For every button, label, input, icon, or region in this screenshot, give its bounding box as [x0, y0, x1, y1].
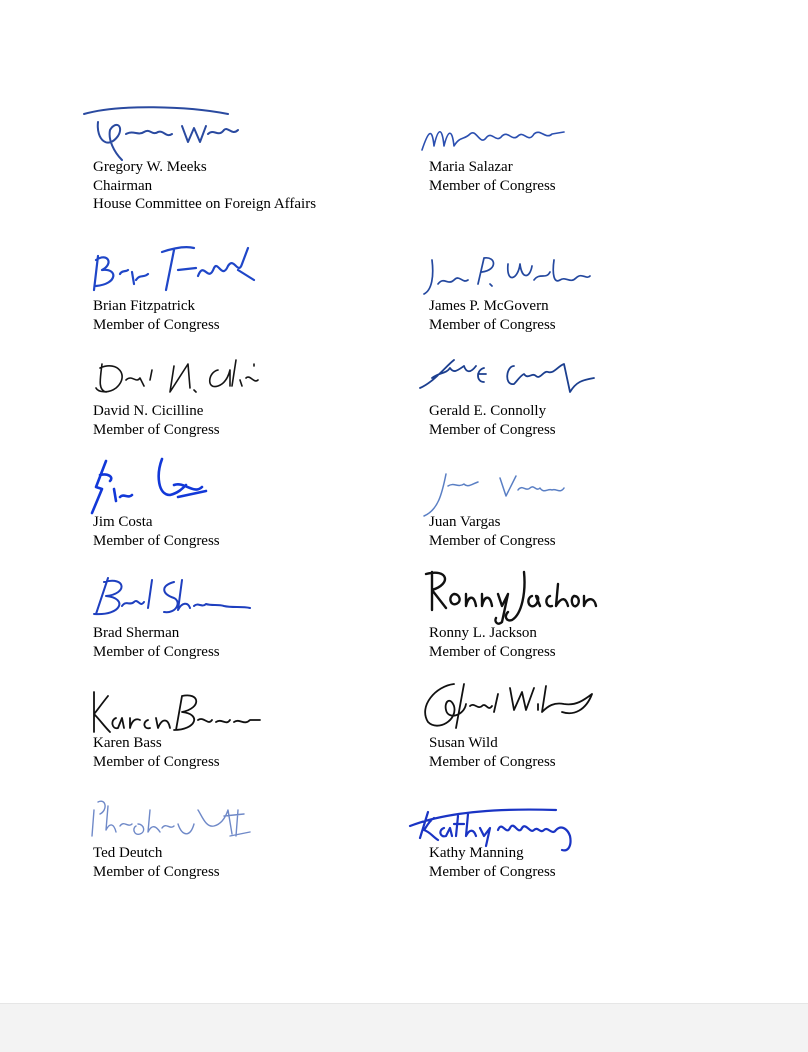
signature-image: [78, 796, 258, 848]
signatory-name: Susan Wild: [429, 735, 498, 751]
signatory-title: Member of Congress: [93, 532, 220, 549]
signatory-name: Juan Vargas: [429, 514, 501, 530]
signatory-name: Ted Deutch: [93, 845, 163, 861]
signatory-title: Member of Congress: [429, 643, 556, 660]
signatory-name: Brad Sherman: [93, 625, 180, 641]
signatory-name: Maria Salazar: [429, 159, 513, 175]
signatory-title: Member of Congress: [429, 753, 556, 770]
signatory-name: Jim Costa: [93, 514, 153, 530]
signatory-name: Kathy Manning: [429, 845, 524, 861]
signatory-title: Member of Congress: [429, 177, 556, 194]
signatory-title: Member of Congress: [429, 532, 556, 549]
signatory-title: Member of Congress: [93, 643, 220, 660]
signatory-title: Member of Congress: [93, 421, 220, 438]
signature-image: [414, 250, 594, 298]
signature-image: [78, 350, 268, 400]
signatory-name: Karen Bass: [93, 735, 162, 751]
signature-image: [78, 240, 258, 298]
signatory-name: Gerald E. Connolly: [429, 403, 547, 419]
signature-image: [78, 100, 248, 164]
signature-image: [414, 352, 604, 406]
signature-image: [414, 676, 604, 736]
signatory-title: Member of Congress: [93, 863, 220, 880]
signatory-title: Member of Congress: [429, 863, 556, 880]
signature-image: [414, 116, 574, 160]
signatory-name: Gregory W. Meeks: [93, 159, 207, 175]
signatory-name: James P. McGovern: [429, 298, 549, 314]
signature-image: [78, 686, 268, 738]
signatory-title: Member of Congress: [93, 753, 220, 770]
signature-image: [78, 572, 258, 622]
signature-image: [414, 466, 574, 520]
signatory-name: David N. Cicilline: [93, 403, 204, 419]
signatory-title: Chairman: [93, 177, 153, 194]
signatory-title: Member of Congress: [93, 316, 220, 333]
signature-image: [414, 566, 604, 628]
signatory-name: Brian Fitzpatrick: [93, 298, 196, 314]
viewer-footer-band: [0, 1003, 808, 1052]
signatory-title: Member of Congress: [429, 316, 556, 333]
signatory-name: Ronny L. Jackson: [429, 625, 537, 641]
signatory-committee: House Committee on Foreign Affairs: [93, 196, 317, 212]
signatory-title: Member of Congress: [429, 421, 556, 438]
signature-image: [78, 455, 218, 519]
